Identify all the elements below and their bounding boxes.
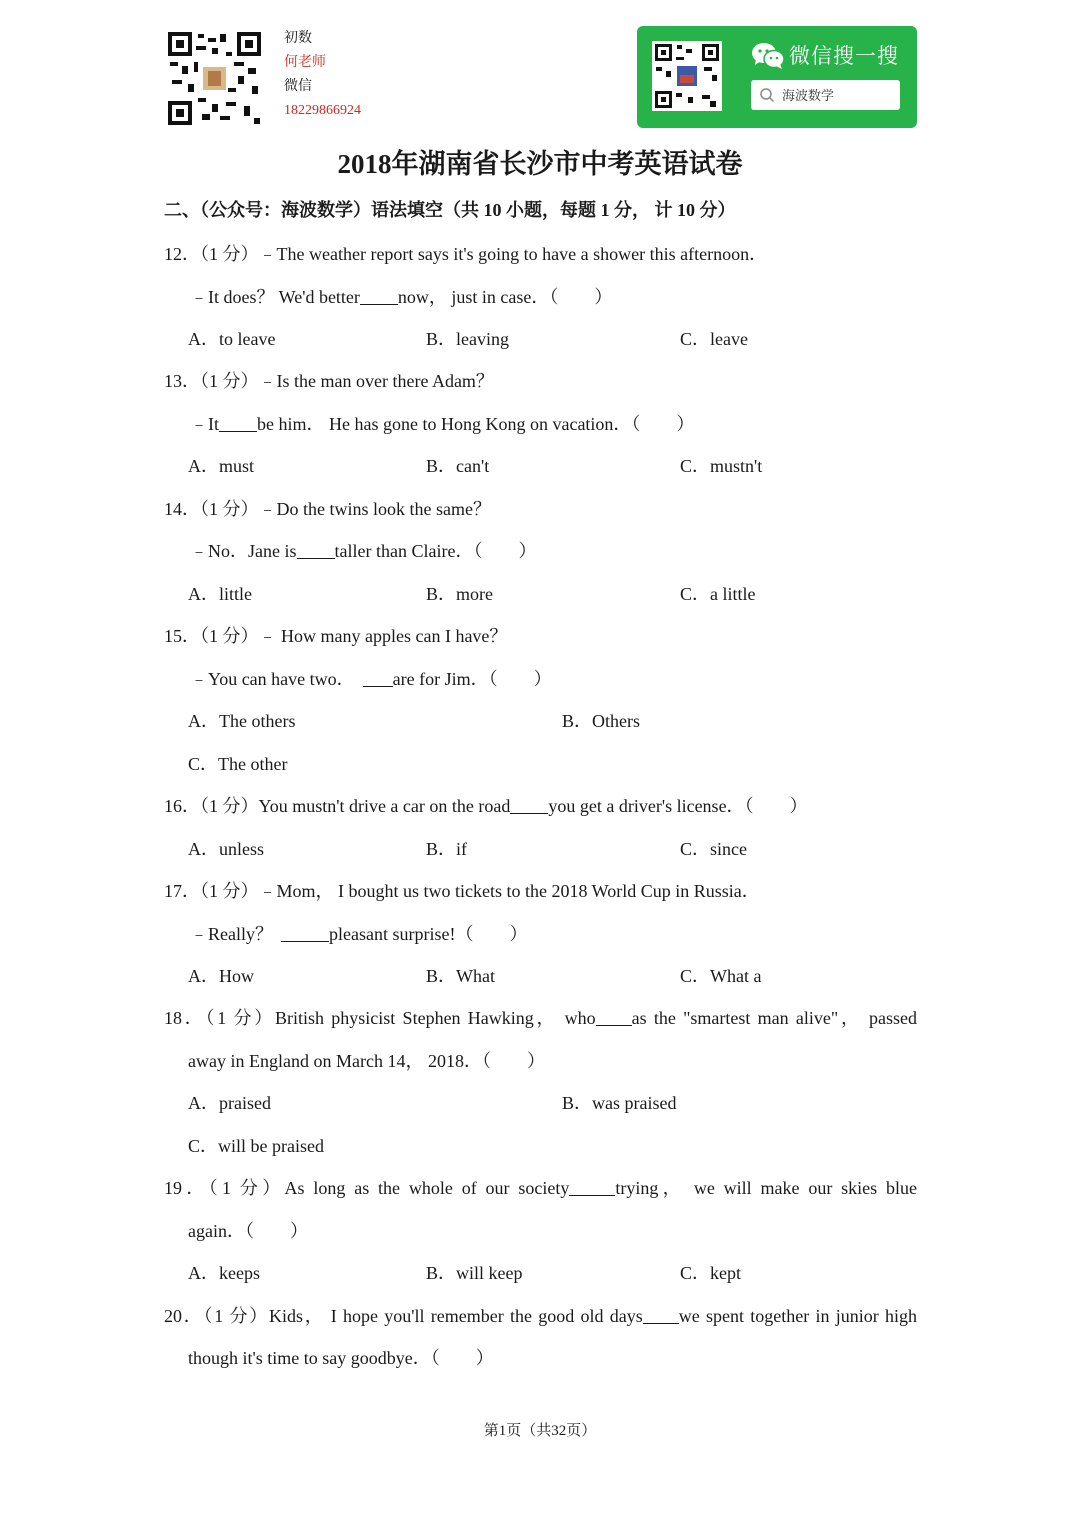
- option-b: B．What: [426, 966, 495, 986]
- wechat-search-banner: [637, 26, 917, 128]
- page-title: 2018年湖南省长沙市中考英语试卷: [337, 149, 743, 179]
- question-13-line: [190, 410, 694, 436]
- question-14-line: [190, 537, 536, 563]
- answer-blank: [363, 668, 393, 687]
- contact-line: 初数: [284, 31, 312, 46]
- option-c: C．kept: [680, 1263, 741, 1283]
- contact-line: 微信: [284, 79, 312, 94]
- question-text: be him． He has gone to Hong Kong on vacation．（ ）: [257, 414, 695, 434]
- contact-info: [284, 27, 361, 123]
- option-c: C．mustn't: [680, 456, 763, 476]
- option-b: B．leaving: [426, 329, 509, 349]
- question-text: 20．（1 分）Kids， I hope you'll remember the good old days: [164, 1306, 643, 1326]
- question-12-line: [190, 283, 612, 309]
- question-text: trying， we will make our skies blue: [615, 1178, 917, 1198]
- question-text: ﹣You can have two．: [190, 669, 355, 689]
- option-b: B．will keep: [426, 1263, 523, 1283]
- question-20-stem: [164, 1302, 917, 1328]
- question-text: taller than Claire．（ ）: [334, 541, 537, 561]
- question-text: we spent together in junior high: [678, 1306, 917, 1326]
- option-b: B．if: [426, 839, 468, 859]
- option-c: C．What a: [680, 966, 762, 986]
- question-15-stem: 15．（1 分）﹣ How many apples can I have？: [164, 626, 508, 646]
- question-18-continued: away in England on March 14， 2018．（ ）: [188, 1051, 545, 1071]
- option-b: B．more: [426, 584, 493, 604]
- answer-blank: [219, 413, 257, 432]
- option-a: A．little: [188, 584, 252, 604]
- option-a: A．The others: [188, 711, 296, 731]
- question-text: 16．（1 分）You mustn't drive a car on the road: [164, 796, 511, 816]
- page-footer: 第1页（共32页）: [483, 1423, 597, 1439]
- option-a: A．keeps: [188, 1263, 260, 1283]
- question-19-stem: [164, 1174, 917, 1200]
- option-c: C．leave: [680, 329, 748, 349]
- question-15-line: [190, 665, 552, 691]
- question-text: you get a driver's license．（ ）: [548, 796, 808, 816]
- question-text: ﹣It does？ We'd better: [190, 287, 360, 307]
- contact-phone: 18229866924: [284, 103, 361, 118]
- option-a: A．must: [188, 456, 255, 476]
- question-text: ﹣It: [190, 414, 219, 434]
- question-19-continued: again．（ ）: [188, 1221, 308, 1241]
- option-b: B．Others: [562, 711, 640, 731]
- wechat-logo-icon: [751, 42, 785, 70]
- answer-blank: [281, 923, 329, 942]
- answer-blank: [643, 1305, 679, 1324]
- option-b: B．was praised: [562, 1093, 677, 1113]
- search-icon: [759, 87, 775, 103]
- option-c: C．The other: [188, 754, 288, 774]
- question-17-line: [190, 920, 527, 946]
- wechat-search-box: [751, 80, 900, 110]
- answer-blank: [297, 540, 335, 559]
- answer-blank: [596, 1007, 632, 1026]
- option-c: C．will be praised: [188, 1136, 324, 1156]
- option-b: B．can't: [426, 456, 490, 476]
- question-text: as the "smartest man alive"， passed: [631, 1008, 917, 1028]
- wechat-qr-code: [652, 41, 722, 111]
- contact-qr-code: [168, 32, 261, 125]
- answer-blank: [569, 1177, 615, 1196]
- question-14-stem: 14．（1 分）﹣Do the twins look the same？: [164, 499, 491, 519]
- option-a: A．to leave: [188, 329, 276, 349]
- section-heading: 二、（公众号：海波数学）语法填空（共 10 小题，每题 1 分， 计 10 分）: [164, 200, 736, 220]
- question-text: 19．（1 分）As long as the whole of our society: [164, 1178, 570, 1198]
- question-16-stem: [164, 792, 808, 818]
- question-text: 18．（1 分）British physicist Stephen Hawking， who: [164, 1008, 596, 1028]
- option-a: A．praised: [188, 1093, 271, 1113]
- contact-teacher: 何老师: [284, 55, 326, 70]
- option-c: C．since: [680, 839, 747, 859]
- question-13-stem: 13．（1 分）﹣Is the man over there Adam？: [164, 371, 494, 391]
- question-18-stem: [164, 1004, 917, 1030]
- question-20-continued: though it's time to say goodbye．（ ）: [188, 1348, 494, 1368]
- option-c: C．a little: [680, 584, 756, 604]
- question-text: ﹣Really？: [190, 924, 273, 944]
- question-text: are for Jim．（ ）: [392, 669, 552, 689]
- question-text: pleasant surprise!（ ）: [329, 924, 528, 944]
- question-12-stem: 12．（1 分）﹣The weather report says it's going to have a shower this afternoon．: [164, 244, 768, 264]
- wechat-search-title: 微信搜一搜: [789, 44, 899, 68]
- option-a: A．unless: [188, 839, 264, 859]
- question-text: now， just in case．（ ）: [397, 287, 613, 307]
- wechat-search-text: 海波数学: [782, 89, 835, 104]
- question-text: ﹣No．Jane is: [190, 541, 297, 561]
- question-17-stem: 17．（1 分）﹣Mom， I bought us two tickets to the 2018 World Cup in Russia．: [164, 881, 760, 901]
- answer-blank: [360, 286, 398, 305]
- option-a: A．How: [188, 966, 254, 986]
- answer-blank: [510, 795, 548, 814]
